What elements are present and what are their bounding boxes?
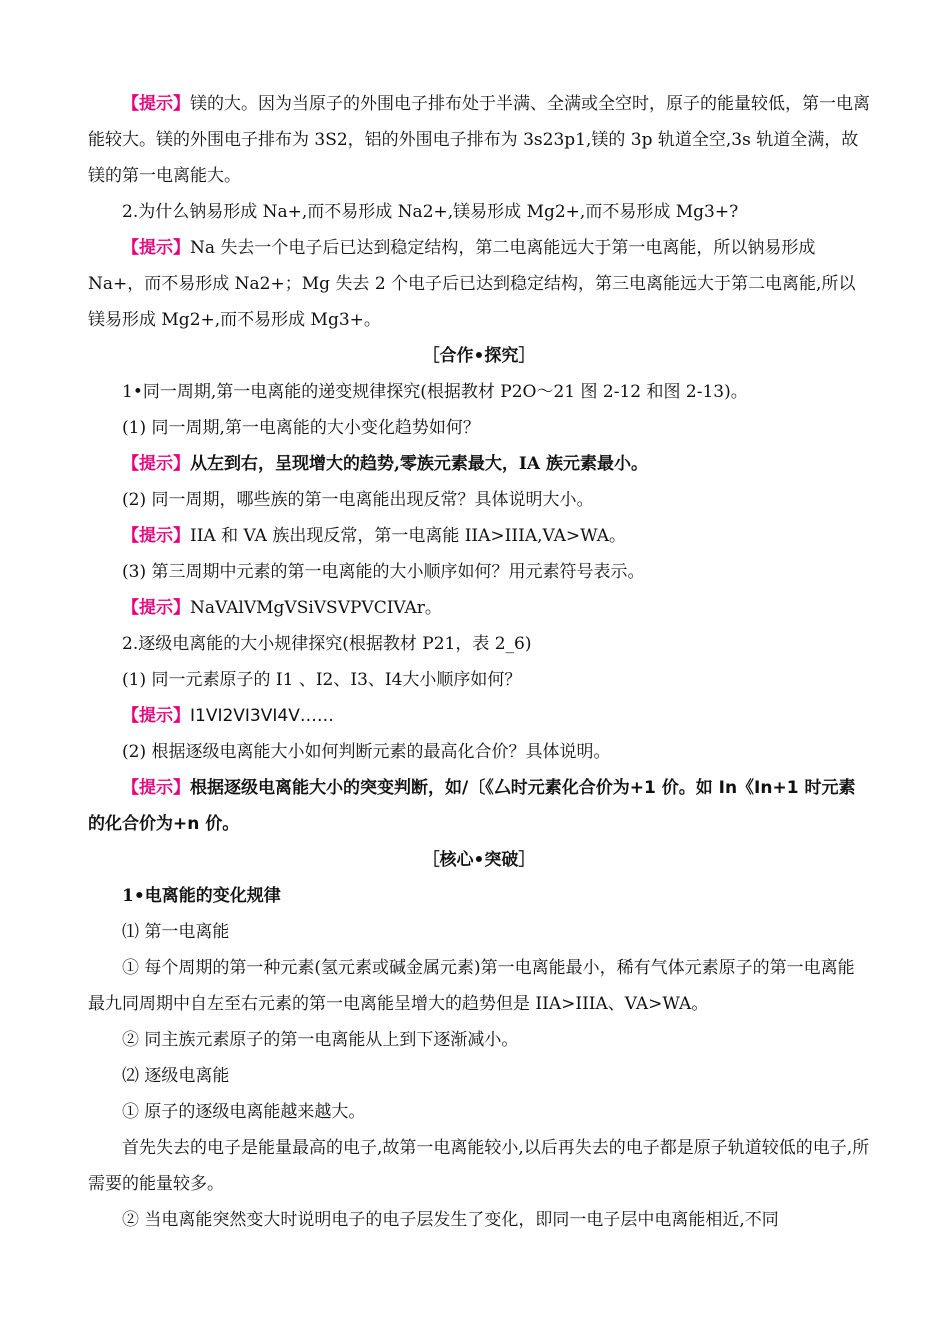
topic-1-question-1: (1) 同一周期,第一电离能的大小变化趋势如何？ bbox=[122, 418, 480, 438]
core-subheading-2: ⑵ 逐级电离能 bbox=[122, 1066, 230, 1086]
hint-text: I1VI2VI3VI4V…… bbox=[190, 706, 334, 726]
hint-paragraph-2 bbox=[88, 230, 870, 338]
hint-label: 【提示】 bbox=[122, 238, 190, 258]
hint-text: 镁的大。因为当原子的外围电子排布处于半满、全满或全空时，原子的能量较低，第一电离能较大。镁的外围电子排布为 3S2，铝的外围电子排布为 3s23p1,镁的 3p 轨道全空,3s 轨道全满，故镁的第一电离能大。 bbox=[88, 94, 870, 186]
topic-1-title: 1•同一周期,第一电离能的递变规律探究(根据教材 P2O〜21 图 2-12 和图 2-13)。 bbox=[122, 382, 748, 402]
core-subheading-1: ⑴ 第一电离能 bbox=[122, 922, 230, 942]
hint-label: 【提示】 bbox=[122, 598, 190, 618]
topic-2-question-2: (2) 根据逐级电离能大小如何判断元素的最高化合价？具体说明。 bbox=[122, 742, 611, 762]
core-point-2c: ② 当电离能突然变大时说明电子的电子层发生了变化，即同一电子层中电离能相近,不同 bbox=[122, 1210, 779, 1230]
core-point-1a: ① 每个周期的第一种元素(氢元素或碱金属元素)第一电离能最小，稀有气体元素原子的第一电离能最九同周期中自左至右元素的第一电离能呈增大的趋势但是 IIA>IIIA、VA>WA。 bbox=[88, 958, 855, 1014]
topic-1-hint-3 bbox=[88, 590, 870, 626]
hint-text: NaVAlVMgVSiVSVPVCIVAr。 bbox=[190, 598, 442, 618]
document-page bbox=[88, 86, 870, 1238]
hint-text: IIA 和 VA 族出现反常，第一电离能 IIA>IIIA,VA>WA。 bbox=[190, 526, 627, 546]
hint-label: 【提示】 bbox=[122, 706, 190, 726]
topic-2-title: 2.逐级电离能的大小规律探究(根据教材 P21，表 2_6) bbox=[122, 634, 532, 654]
hint-label: 【提示】 bbox=[122, 454, 190, 474]
core-point-1b: ② 同主族元素原子的第一电离能从上到下逐渐减小。 bbox=[122, 1030, 519, 1050]
section-heading-cooperation: ［合作•探究］ bbox=[422, 346, 536, 366]
hint-text: Na 失去一个电子后已达到稳定结构，第二电离能远大于第一电离能，所以钠易形成 Na+，而不易形成 Na2+；Mg 失去 2 个电子后已达到稳定结构，第三电离能远大于第二电离能,所以镁易形成 Mg2+,而不易形成 Mg3+。 bbox=[88, 238, 856, 330]
section-heading-core: ［核心•突破］ bbox=[422, 850, 536, 870]
hint-text: 从左到右，呈现增大的趋势,零族元素最大，ⅠA 族元素最小。 bbox=[190, 454, 648, 474]
topic-2-question-1: (1) 同一元素原子的 I1 、I2、I3、I4大小顺序如何？ bbox=[122, 670, 522, 690]
core-heading-1: 1•电离能的变化规律 bbox=[122, 886, 281, 906]
core-point-2a: ① 原子的逐级电离能越来越大。 bbox=[122, 1102, 366, 1122]
topic-1-hint-2 bbox=[88, 518, 870, 554]
hint-label: 【提示】 bbox=[122, 526, 190, 546]
core-point-2b: 首先失去的电子是能量最高的电子,故第一电离能较小,以后再失去的电子都是原子轨道较低的电子,所需要的能量较多。 bbox=[88, 1138, 870, 1194]
hint-label: 【提示】 bbox=[122, 94, 190, 114]
hint-paragraph-1 bbox=[88, 86, 870, 194]
topic-1-question-3: (3) 第三周期中元素的第一电离能的大小顺序如何？用元素符号表示。 bbox=[122, 562, 645, 582]
topic-1-question-2: (2) 同一周期，哪些族的第一电离能出现反常？具体说明大小。 bbox=[122, 490, 594, 510]
hint-text: 根据逐级电离能大小的突变判断，如/〔《厶时元素化合价为+1 价。如 In《In+1 时元素的化合价为+n 价。 bbox=[88, 778, 856, 834]
topic-1-hint-1 bbox=[88, 446, 870, 482]
hint-label: 【提示】 bbox=[122, 778, 190, 798]
topic-2-hint-1 bbox=[88, 698, 870, 734]
question-2: 2.为什么钠易形成 Na+,而不易形成 Na2+,镁易形成 Mg2+,而不易形成 Mg3+? bbox=[122, 202, 739, 222]
topic-2-hint-2 bbox=[88, 770, 870, 842]
